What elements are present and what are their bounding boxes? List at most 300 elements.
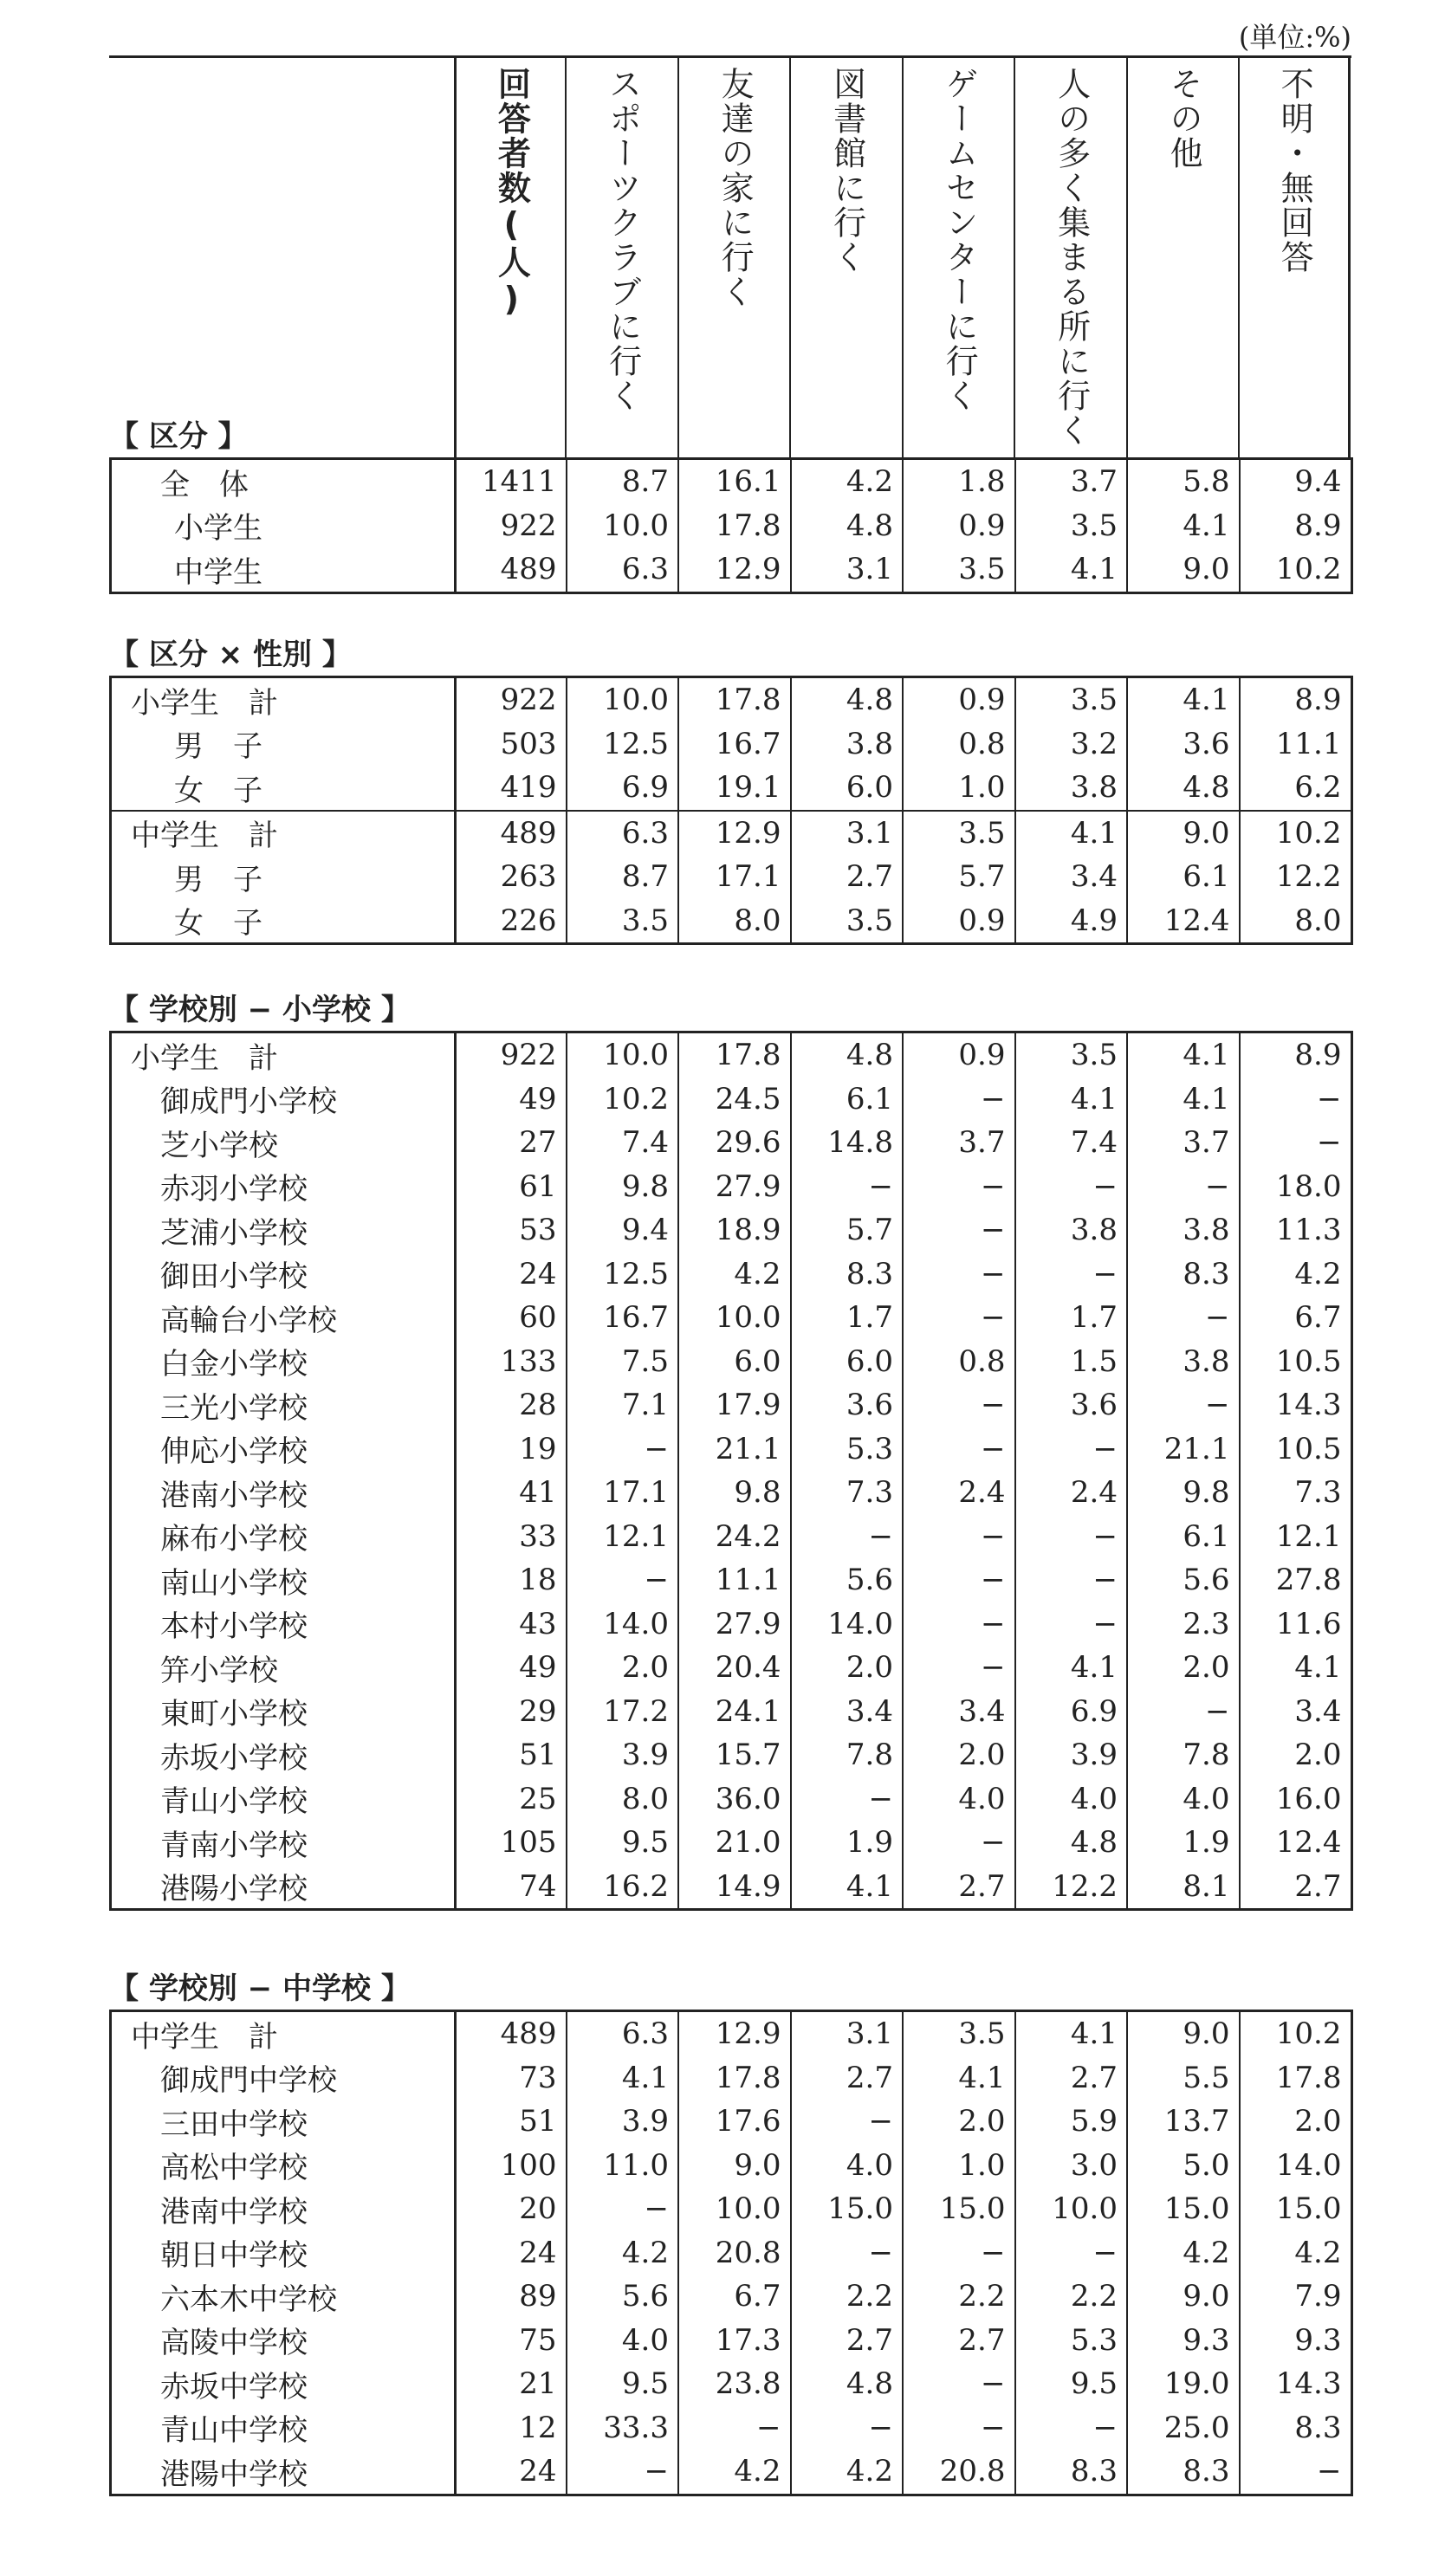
percent-cell: − — [903, 2231, 1015, 2275]
percent-cell: 3.1 — [791, 811, 904, 856]
percent-cell: 29.6 — [678, 1121, 791, 1165]
percent-cell: 8.1 — [1127, 1865, 1240, 1910]
respondent-count-cell: 51 — [456, 2100, 567, 2144]
percent-cell: 3.5 — [1015, 677, 1128, 722]
table-row — [111, 811, 1352, 856]
percent-cell: 9.8 — [1127, 1471, 1240, 1515]
percent-cell: 7.8 — [1127, 1733, 1240, 1777]
percent-cell: − — [1127, 1383, 1240, 1427]
respondent-count-cell: 105 — [456, 1821, 567, 1865]
percent-cell: 3.5 — [1015, 1032, 1128, 1078]
table-row — [111, 1121, 1352, 1165]
percent-cell: 4.1 — [791, 1865, 904, 1910]
percent-cell: 10.0 — [567, 1032, 679, 1078]
percent-cell: 10.2 — [1240, 547, 1352, 592]
row-label: 中学生 計 — [111, 2011, 456, 2056]
row-label: 赤坂中学校 — [111, 2362, 456, 2406]
percent-cell: 6.1 — [1127, 1515, 1240, 1559]
percent-cell: 9.8 — [567, 1165, 679, 1209]
respondent-count-cell: 263 — [456, 855, 567, 899]
table-row — [111, 2319, 1352, 2363]
percent-cell: 11.1 — [1240, 722, 1352, 767]
table-row — [111, 2187, 1352, 2231]
percent-cell: 10.0 — [678, 1296, 791, 1340]
percent-cell: 6.2 — [1240, 766, 1352, 811]
table-row — [111, 2144, 1352, 2188]
percent-cell: 10.0 — [678, 2187, 791, 2231]
percent-cell: 5.7 — [791, 1208, 904, 1252]
percent-cell: 7.3 — [1240, 1471, 1352, 1515]
percent-cell: − — [791, 2406, 904, 2450]
percent-cell: 13.7 — [1127, 2100, 1240, 2144]
percent-cell: 9.0 — [1127, 2011, 1240, 2056]
percent-cell: 5.5 — [1127, 2056, 1240, 2100]
row-label: 女 子 — [111, 766, 456, 811]
table-row — [111, 1208, 1352, 1252]
percent-cell: − — [567, 1427, 679, 1472]
percent-cell: 15.7 — [678, 1733, 791, 1777]
percent-cell: 2.0 — [1240, 2100, 1352, 2144]
percent-cell: 4.1 — [1015, 547, 1128, 592]
table-junior-high — [109, 2010, 1353, 2496]
percent-cell: − — [1015, 1602, 1128, 1647]
percent-cell: 2.0 — [903, 2100, 1015, 2144]
percent-cell: 4.8 — [791, 1032, 904, 1078]
table-row — [111, 1733, 1352, 1777]
percent-cell: 7.1 — [567, 1383, 679, 1427]
percent-cell: 11.3 — [1240, 1208, 1352, 1252]
percent-cell: 17.8 — [678, 677, 791, 722]
row-label: 南山小学校 — [111, 1558, 456, 1602]
percent-cell: 17.2 — [567, 1690, 679, 1734]
respondent-count-cell: 25 — [456, 1777, 567, 1822]
percent-cell: 4.2 — [567, 2231, 679, 2275]
percent-cell: 2.4 — [903, 1471, 1015, 1515]
percent-cell: 4.2 — [1127, 2231, 1240, 2275]
row-label: 中学生 計 — [111, 811, 456, 856]
percent-cell: 7.4 — [567, 1121, 679, 1165]
percent-cell: 11.1 — [678, 1558, 791, 1602]
percent-cell: 16.1 — [678, 459, 791, 504]
percent-cell: 9.4 — [567, 1208, 679, 1252]
percent-cell: 3.5 — [903, 547, 1015, 592]
section-label-division: 【 区分 】 — [109, 419, 248, 454]
table-row — [111, 1558, 1352, 1602]
percent-cell: 17.1 — [678, 855, 791, 899]
percent-cell: 1.8 — [903, 459, 1015, 504]
row-label: 港南中学校 — [111, 2187, 456, 2231]
percent-cell: 17.8 — [678, 1032, 791, 1078]
percent-cell: 4.0 — [1015, 1777, 1128, 1822]
percent-cell: 15.0 — [1127, 2187, 1240, 2231]
percent-cell: 4.1 — [1127, 677, 1240, 722]
table-row — [111, 1515, 1352, 1559]
percent-cell: 11.6 — [1240, 1602, 1352, 1647]
respondent-count-cell: 60 — [456, 1296, 567, 1340]
percent-cell: 20.8 — [678, 2231, 791, 2275]
table-row — [111, 504, 1352, 548]
table-row — [111, 766, 1352, 811]
respondent-count-cell: 922 — [456, 677, 567, 722]
percent-cell: 4.8 — [791, 677, 904, 722]
percent-cell: 0.9 — [903, 504, 1015, 548]
table-row — [111, 2011, 1352, 2056]
percent-cell: 27.8 — [1240, 1558, 1352, 1602]
percent-cell: 10.0 — [1015, 2187, 1128, 2231]
percent-cell: 1.0 — [903, 2144, 1015, 2188]
percent-cell: 4.1 — [903, 2056, 1015, 2100]
percent-cell: 3.8 — [1015, 766, 1128, 811]
percent-cell: − — [1015, 2231, 1128, 2275]
percent-cell: 0.9 — [903, 899, 1015, 944]
percent-cell: − — [567, 2187, 679, 2231]
respondent-count-cell: 24 — [456, 2231, 567, 2275]
table-row — [111, 459, 1352, 504]
percent-cell: 9.3 — [1240, 2319, 1352, 2363]
table-elementary — [109, 1031, 1353, 1911]
percent-cell: 9.0 — [1127, 811, 1240, 856]
row-label: 三田中学校 — [111, 2100, 456, 2144]
percent-cell: 7.4 — [1015, 1121, 1128, 1165]
percent-cell: 7.8 — [791, 1733, 904, 1777]
percent-cell: 8.3 — [1127, 2450, 1240, 2495]
percent-cell: 2.2 — [903, 2275, 1015, 2319]
table-row — [111, 2100, 1352, 2144]
percent-cell: 3.7 — [1015, 459, 1128, 504]
table-row — [111, 1078, 1352, 1122]
percent-cell: 4.1 — [567, 2056, 679, 2100]
percent-cell: 9.4 — [1240, 459, 1352, 504]
percent-cell: 9.3 — [1127, 2319, 1240, 2363]
percent-cell: − — [903, 1821, 1015, 1865]
respondent-count-cell: 489 — [456, 2011, 567, 2056]
header-label: ゲームセンターに行く — [940, 67, 979, 413]
row-label: 御成門小学校 — [111, 1078, 456, 1122]
percent-cell: 17.8 — [678, 504, 791, 548]
percent-cell: 27.9 — [678, 1602, 791, 1647]
percent-cell: 6.1 — [1127, 855, 1240, 899]
respondent-count-cell: 41 — [456, 1471, 567, 1515]
percent-cell: 6.1 — [791, 1078, 904, 1122]
percent-cell: − — [1015, 1165, 1128, 1209]
row-label: 港陽中学校 — [111, 2450, 456, 2495]
percent-cell: 2.7 — [791, 855, 904, 899]
respondent-count-cell: 29 — [456, 1690, 567, 1734]
section-label-junior-high: 【 学校別 − 中学校 】 — [109, 1971, 411, 2006]
row-label: 伸応小学校 — [111, 1427, 456, 1472]
header-label: 図書館に行く — [827, 67, 866, 275]
percent-cell: 8.9 — [1240, 504, 1352, 548]
percent-cell: − — [791, 1777, 904, 1822]
percent-cell: − — [791, 1165, 904, 1209]
percent-cell: 1.9 — [791, 1821, 904, 1865]
percent-cell: 3.4 — [791, 1690, 904, 1734]
percent-cell: − — [1127, 1690, 1240, 1734]
percent-cell: 3.5 — [567, 899, 679, 944]
percent-cell: 3.8 — [1127, 1340, 1240, 1384]
percent-cell: 4.8 — [791, 504, 904, 548]
row-label: 青南小学校 — [111, 1821, 456, 1865]
row-label: 麻布小学校 — [111, 1515, 456, 1559]
percent-cell: − — [1240, 2450, 1352, 2495]
percent-cell: 6.9 — [1015, 1690, 1128, 1734]
percent-cell: 18.0 — [1240, 1165, 1352, 1209]
percent-cell: 14.0 — [791, 1602, 904, 1647]
header-respondents — [454, 58, 565, 460]
percent-cell: 4.8 — [1015, 1821, 1128, 1865]
percent-cell: 17.8 — [1240, 2056, 1352, 2100]
percent-cell: 20.4 — [678, 1646, 791, 1690]
percent-cell: 4.8 — [1127, 766, 1240, 811]
percent-cell: 3.7 — [1127, 1121, 1240, 1165]
percent-cell: 21.1 — [678, 1427, 791, 1472]
respondent-count-cell: 922 — [456, 1032, 567, 1078]
table-row — [111, 2275, 1352, 2319]
percent-cell: 8.7 — [567, 855, 679, 899]
percent-cell: 14.0 — [1240, 2144, 1352, 2188]
percent-cell: 0.8 — [903, 722, 1015, 767]
table-division-gender — [109, 676, 1353, 945]
percent-cell: 1.7 — [791, 1296, 904, 1340]
percent-cell: − — [678, 2406, 791, 2450]
row-label: 小学生 計 — [111, 677, 456, 722]
respondent-count-cell: 27 — [456, 1121, 567, 1165]
percent-cell: − — [1015, 1252, 1128, 1297]
percent-cell: 16.7 — [678, 722, 791, 767]
percent-cell: 9.5 — [1015, 2362, 1128, 2406]
percent-cell: 6.0 — [678, 1340, 791, 1384]
respondent-count-cell: 133 — [456, 1340, 567, 1384]
row-label: 港南小学校 — [111, 1471, 456, 1515]
percent-cell: 12.2 — [1240, 855, 1352, 899]
percent-cell: 7.3 — [791, 1471, 904, 1515]
percent-cell: 14.9 — [678, 1865, 791, 1910]
percent-cell: − — [903, 1646, 1015, 1690]
percent-cell: 10.2 — [567, 1078, 679, 1122]
respondent-count-cell: 20 — [456, 2187, 567, 2231]
percent-cell: 9.0 — [1127, 2275, 1240, 2319]
percent-cell: 4.1 — [1015, 1646, 1128, 1690]
percent-cell: 4.1 — [1127, 1078, 1240, 1122]
percent-cell: 8.3 — [1127, 1252, 1240, 1297]
column-header — [109, 55, 1351, 460]
row-label: 男 子 — [111, 855, 456, 899]
respondent-count-cell: 21 — [456, 2362, 567, 2406]
percent-cell: 2.0 — [567, 1646, 679, 1690]
row-label: 本村小学校 — [111, 1602, 456, 1647]
table-row — [111, 2231, 1352, 2275]
column-header-cells — [454, 58, 1351, 460]
percent-cell: 12.9 — [678, 811, 791, 856]
row-label: 全 体 — [111, 459, 456, 504]
row-label: 小学生 計 — [111, 1032, 456, 1078]
percent-cell: 5.7 — [903, 855, 1015, 899]
row-label: 高陵中学校 — [111, 2319, 456, 2363]
percent-cell: 4.2 — [678, 1252, 791, 1297]
row-label: 赤羽小学校 — [111, 1165, 456, 1209]
percent-cell: 7.9 — [1240, 2275, 1352, 2319]
row-label: 白金小学校 — [111, 1340, 456, 1384]
percent-cell: 5.6 — [1127, 1558, 1240, 1602]
percent-cell: 4.1 — [1240, 1646, 1352, 1690]
respondent-count-cell: 24 — [456, 1252, 567, 1297]
percent-cell: 12.9 — [678, 547, 791, 592]
row-label: 男 子 — [111, 722, 456, 767]
percent-cell: 2.0 — [903, 1733, 1015, 1777]
percent-cell: 1.5 — [1015, 1340, 1128, 1384]
table-division — [109, 457, 1353, 594]
row-label: 三光小学校 — [111, 1383, 456, 1427]
percent-cell: 2.2 — [791, 2275, 904, 2319]
respondent-count-cell: 19 — [456, 1427, 567, 1472]
row-label: 中学生 — [111, 547, 456, 592]
percent-cell: 4.0 — [567, 2319, 679, 2363]
percent-cell: 3.8 — [1015, 1208, 1128, 1252]
percent-cell: 4.1 — [1127, 1032, 1240, 1078]
percent-cell: 3.6 — [1015, 1383, 1128, 1427]
percent-cell: 2.7 — [791, 2056, 904, 2100]
percent-cell: 2.0 — [1127, 1646, 1240, 1690]
percent-cell: 12.2 — [1015, 1865, 1128, 1910]
percent-cell: − — [1127, 1165, 1240, 1209]
row-label: 女 子 — [111, 899, 456, 944]
percent-cell: 6.7 — [678, 2275, 791, 2319]
header-game-center — [902, 58, 1014, 460]
row-label: 港陽小学校 — [111, 1865, 456, 1910]
percent-cell: − — [903, 1252, 1015, 1297]
percent-cell: 21.0 — [678, 1821, 791, 1865]
percent-cell: 4.1 — [1015, 1078, 1128, 1122]
percent-cell: 3.8 — [1127, 1208, 1240, 1252]
table-row — [111, 899, 1352, 944]
percent-cell: 24.1 — [678, 1690, 791, 1734]
percent-cell: − — [903, 1602, 1015, 1647]
table-row — [111, 2362, 1352, 2406]
percent-cell: 4.1 — [1127, 504, 1240, 548]
percent-cell: − — [903, 2362, 1015, 2406]
percent-cell: 15.0 — [903, 2187, 1015, 2231]
percent-cell: 2.0 — [791, 1646, 904, 1690]
percent-cell: 3.2 — [1015, 722, 1128, 767]
percent-cell: 3.8 — [791, 722, 904, 767]
percent-cell: 3.4 — [903, 1690, 1015, 1734]
percent-cell: − — [567, 1558, 679, 1602]
percent-cell: 6.0 — [791, 1340, 904, 1384]
header-label: 不明・無回答 — [1275, 67, 1314, 275]
table-row — [111, 2056, 1352, 2100]
header-label: 回答者数(人) — [492, 67, 531, 320]
percent-cell: 2.0 — [1240, 1733, 1352, 1777]
header-sports-club — [565, 58, 677, 460]
percent-cell: 2.7 — [1240, 1865, 1352, 1910]
percent-cell: 4.2 — [791, 2450, 904, 2495]
percent-cell: 3.1 — [791, 2011, 904, 2056]
row-label: 六本木中学校 — [111, 2275, 456, 2319]
percent-cell: 10.0 — [567, 504, 679, 548]
percent-cell: 16.0 — [1240, 1777, 1352, 1822]
percent-cell: 0.8 — [903, 1340, 1015, 1384]
percent-cell: 10.2 — [1240, 811, 1352, 856]
percent-cell: 4.1 — [1015, 2011, 1128, 2056]
percent-cell: 6.9 — [567, 766, 679, 811]
percent-cell: 4.2 — [1240, 2231, 1352, 2275]
percent-cell: 17.1 — [567, 1471, 679, 1515]
percent-cell: 3.6 — [1127, 722, 1240, 767]
header-other — [1126, 58, 1239, 460]
percent-cell: 3.9 — [567, 1733, 679, 1777]
respondent-count-cell: 28 — [456, 1383, 567, 1427]
respondent-count-cell: 49 — [456, 1646, 567, 1690]
header-label: その他 — [1164, 67, 1203, 171]
percent-cell: 10.0 — [567, 677, 679, 722]
percent-cell: 8.7 — [567, 459, 679, 504]
percent-cell: 3.9 — [1015, 1733, 1128, 1777]
percent-cell: − — [567, 2450, 679, 2495]
percent-cell: − — [1240, 1078, 1352, 1122]
percent-cell: 1.7 — [1015, 1296, 1128, 1340]
percent-cell: 18.9 — [678, 1208, 791, 1252]
row-label: 青山中学校 — [111, 2406, 456, 2450]
percent-cell: − — [903, 1296, 1015, 1340]
percent-cell: 2.2 — [1015, 2275, 1128, 2319]
percent-cell: 3.5 — [1015, 504, 1128, 548]
respondent-count-cell: 489 — [456, 811, 567, 856]
table-row — [111, 1252, 1352, 1297]
percent-cell: 4.1 — [1015, 811, 1128, 856]
header-friends-house — [677, 58, 790, 460]
respondent-count-cell: 75 — [456, 2319, 567, 2363]
percent-cell: 6.3 — [567, 811, 679, 856]
percent-cell: − — [903, 1427, 1015, 1472]
table-row — [111, 1296, 1352, 1340]
percent-cell: 8.0 — [1240, 899, 1352, 944]
percent-cell: 12.4 — [1240, 1821, 1352, 1865]
respondent-count-cell: 89 — [456, 2275, 567, 2319]
percent-cell: − — [791, 2100, 904, 2144]
percent-cell: 2.7 — [903, 1865, 1015, 1910]
table-row — [111, 1340, 1352, 1384]
percent-cell: 12.5 — [567, 1252, 679, 1297]
percent-cell: 4.2 — [1240, 1252, 1352, 1297]
percent-cell: 3.7 — [903, 1121, 1015, 1165]
table-row — [111, 1865, 1352, 1910]
percent-cell: 12.9 — [678, 2011, 791, 2056]
percent-cell: 16.7 — [567, 1296, 679, 1340]
percent-cell: 12.5 — [567, 722, 679, 767]
percent-cell: 9.0 — [678, 2144, 791, 2188]
percent-cell: 5.9 — [1015, 2100, 1128, 2144]
percent-cell: 4.0 — [1127, 1777, 1240, 1822]
respondent-count-cell: 53 — [456, 1208, 567, 1252]
percent-cell: − — [1015, 1558, 1128, 1602]
percent-cell: 10.2 — [1240, 2011, 1352, 2056]
percent-cell: 3.4 — [1015, 855, 1128, 899]
percent-cell: 2.3 — [1127, 1602, 1240, 1647]
table-row — [111, 1383, 1352, 1427]
percent-cell: 9.0 — [1127, 547, 1240, 592]
header-library — [789, 58, 902, 460]
respondent-count-cell: 33 — [456, 1515, 567, 1559]
percent-cell: 16.2 — [567, 1865, 679, 1910]
percent-cell: − — [903, 1383, 1015, 1427]
row-label: 東町小学校 — [111, 1690, 456, 1734]
header-label: 人の多く集まる所に行く — [1052, 67, 1091, 448]
percent-cell: − — [903, 1558, 1015, 1602]
row-label: 笄小学校 — [111, 1646, 456, 1690]
percent-cell: 10.5 — [1240, 1427, 1352, 1472]
table-row — [111, 1777, 1352, 1822]
percent-cell: 5.0 — [1127, 2144, 1240, 2188]
